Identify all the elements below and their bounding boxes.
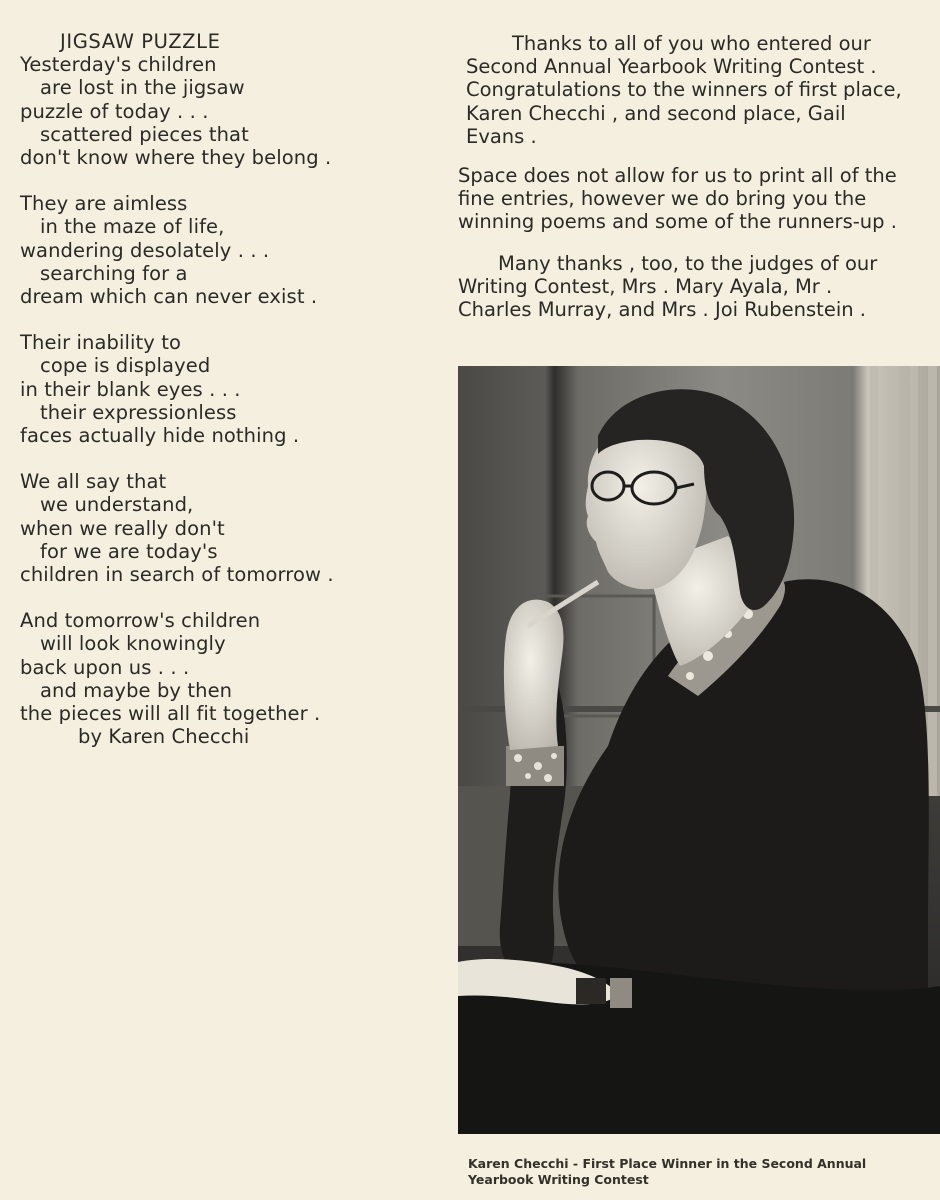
contest-announcement	[458, 32, 934, 337]
announcement-line: Congratulations to the winners of first place,	[466, 78, 902, 102]
poem-line: don't know where they belong .	[20, 146, 332, 170]
poem-line: children in search of tomorrow .	[20, 563, 334, 587]
poem-line: dream which can never exist .	[20, 285, 318, 309]
poem-line: wandering desolately . . .	[20, 238, 270, 262]
announcement-line: fine entries, however we do bring you the	[458, 187, 867, 211]
poem-line: for we are today's	[40, 539, 218, 563]
poem-title: JIGSAW PUZZLE	[60, 30, 221, 53]
poem-line: in their blank eyes . . .	[20, 377, 241, 401]
announcement-paragraph-3	[458, 252, 934, 322]
poem-line: faces actually hide nothing .	[20, 424, 300, 448]
caption-line: Yearbook Writing Contest	[468, 1172, 649, 1187]
announcement-line: Second Annual Yearbook Writing Contest .	[466, 55, 877, 79]
poem-line: when we really don't	[20, 516, 225, 540]
announcement-line: Many thanks , too, to the judges of our	[498, 251, 878, 275]
poem-jigsaw-puzzle	[20, 30, 430, 748]
poem-stanza-1	[20, 53, 430, 169]
poem-line: searching for a	[40, 261, 188, 285]
photo-caption	[468, 1156, 938, 1188]
announcement-line: Space does not allow for us to print all of the	[458, 164, 897, 188]
announcement-line: Karen Checchi , and second place, Gail	[466, 101, 846, 125]
poem-line: And tomorrow's children	[20, 609, 261, 633]
poem-stanza-4	[20, 470, 430, 586]
poem-line: in the maze of life,	[40, 215, 225, 239]
caption-line: Karen Checchi - First Place Winner in the Second Annual	[468, 1156, 867, 1171]
winner-photo-illustration	[458, 366, 940, 1134]
poem-line: we understand,	[40, 493, 194, 517]
winner-photo	[458, 366, 940, 1134]
poem-line: scattered pieces that	[40, 122, 249, 146]
poem-stanza-5	[20, 609, 430, 725]
announcement-line: winning poems and some of the runners-up .	[458, 210, 897, 234]
announcement-line: Writing Contest, Mrs . Mary Ayala, Mr .	[458, 274, 833, 298]
poem-line: and maybe by then	[40, 678, 233, 702]
poem-stanza-3	[20, 331, 430, 447]
poem-line: Yesterday's children	[20, 53, 217, 77]
poem-line: will look knowingly	[40, 632, 226, 656]
poem-line: are lost in the jigsaw	[40, 76, 245, 100]
poem-line: their expressionless	[40, 400, 237, 424]
poem-line: Their inability to	[20, 331, 182, 355]
announcement-line: Evans .	[466, 124, 537, 148]
poem-line: back upon us . . .	[20, 655, 190, 679]
announcement-line: Charles Murray, and Mrs . Joi Rubenstein .	[458, 298, 866, 322]
poem-line: They are aimless	[20, 192, 188, 216]
poem-line: the pieces will all fit together .	[20, 702, 321, 726]
announcement-paragraph-1	[458, 32, 934, 148]
poem-line: We all say that	[20, 470, 167, 494]
poem-line: cope is displayed	[40, 354, 211, 378]
announcement-line: Thanks to all of you who entered our	[512, 32, 871, 55]
poem-stanza-2	[20, 192, 430, 308]
announcement-paragraph-2	[458, 164, 934, 234]
poem-line: puzzle of today . . .	[20, 99, 209, 123]
poem-byline: by Karen Checchi	[78, 725, 250, 749]
